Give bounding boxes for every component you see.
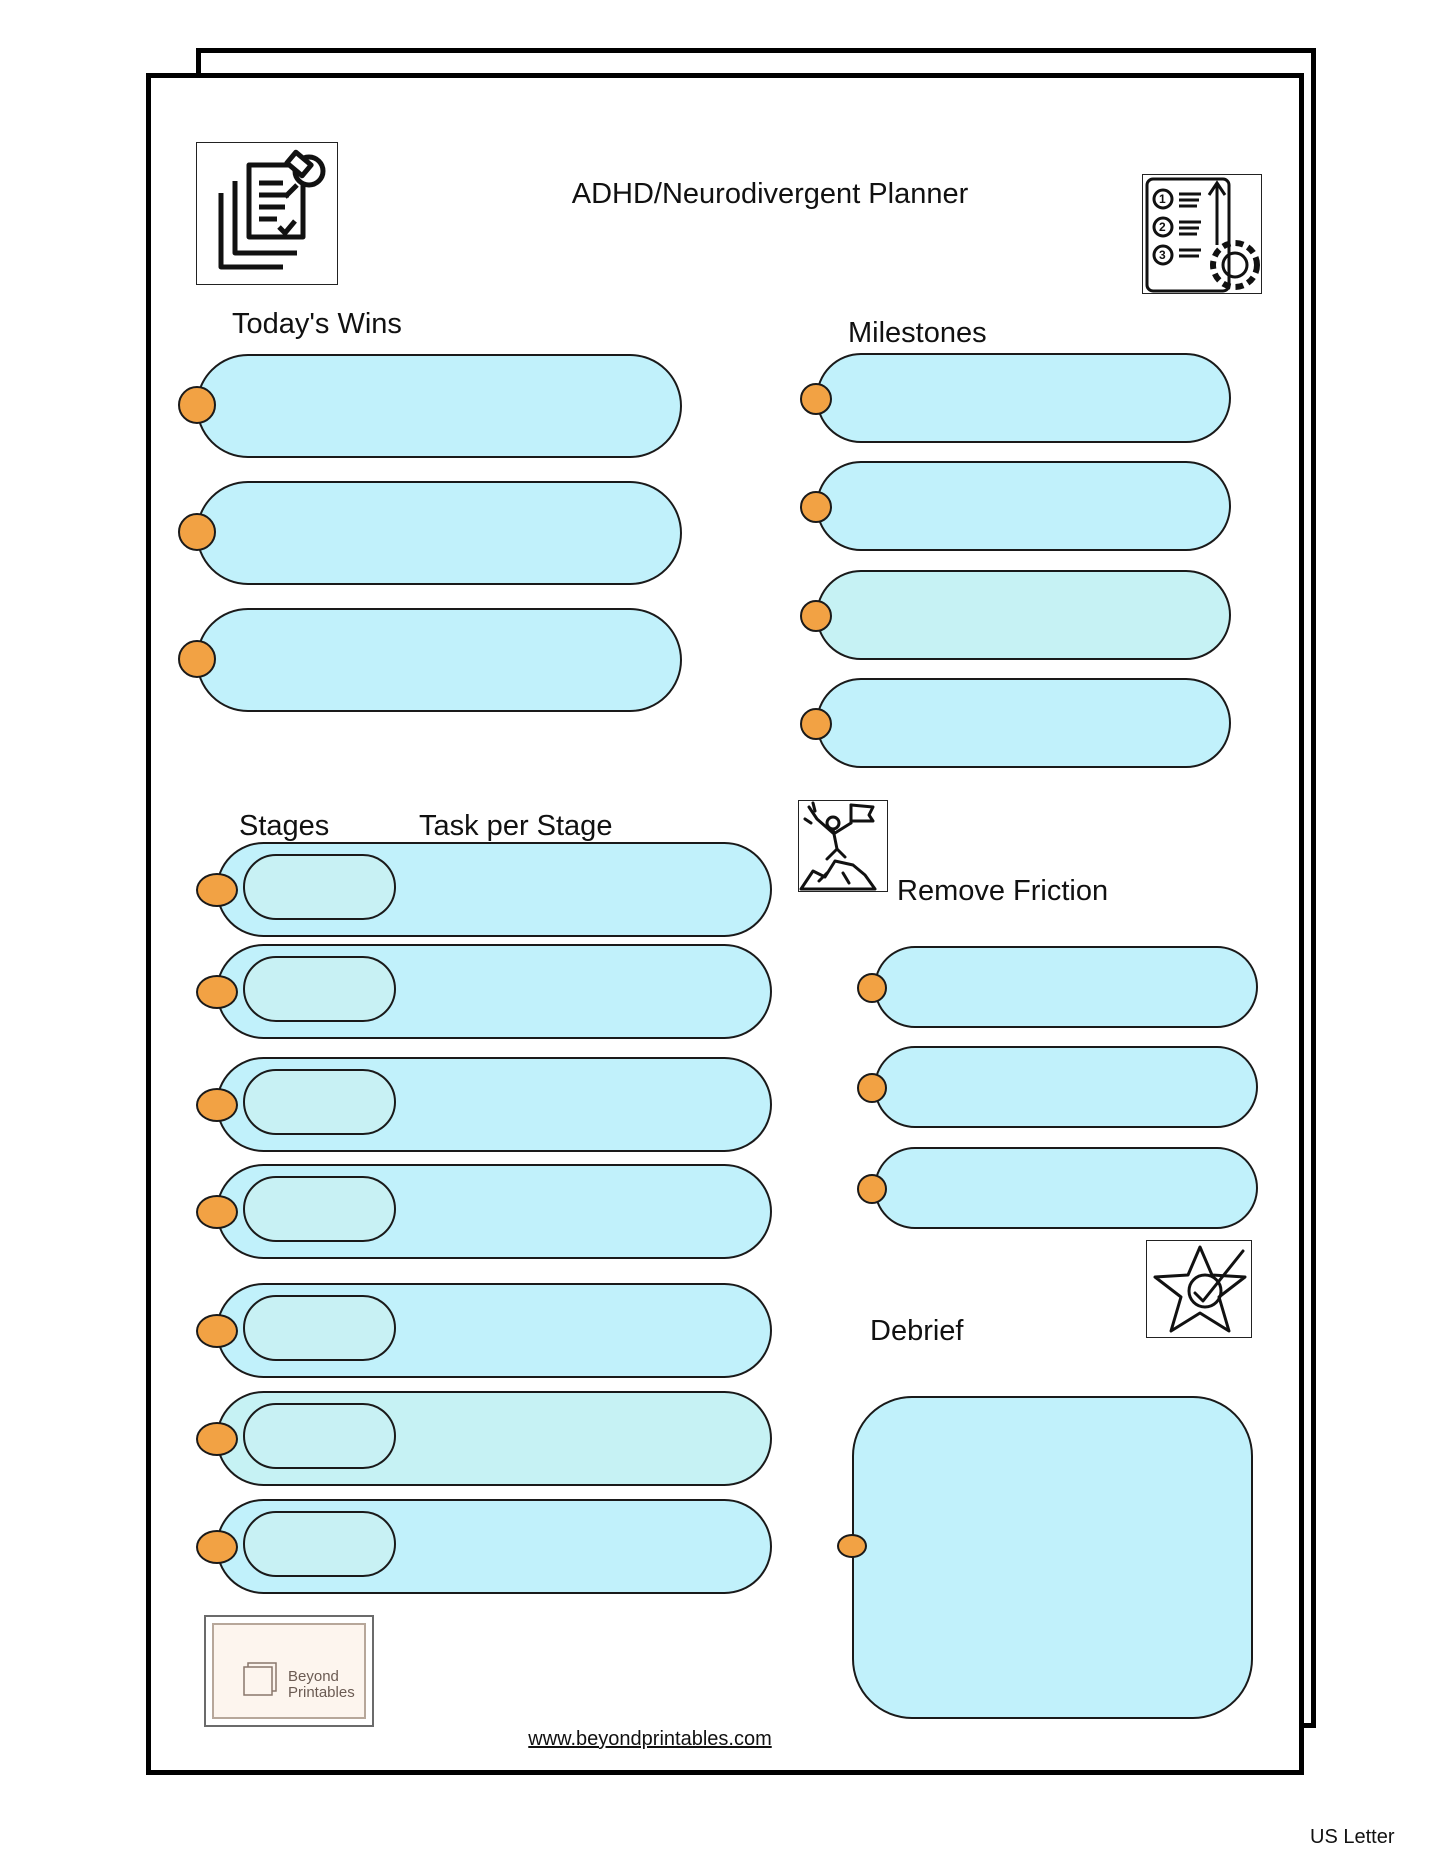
bullet-marker — [178, 386, 216, 424]
milestone-field[interactable] — [816, 353, 1231, 443]
bullet-marker — [196, 975, 238, 1009]
debrief-field[interactable] — [852, 1396, 1253, 1719]
bullet-marker — [837, 1534, 867, 1558]
paper-size-label: US Letter — [1310, 1826, 1395, 1848]
stage-field[interactable] — [243, 1403, 396, 1469]
todays-wins-field[interactable] — [196, 608, 682, 712]
milestone-field[interactable] — [816, 570, 1231, 660]
svg-text:2: 2 — [1159, 220, 1166, 234]
remove-friction-field[interactable] — [874, 1147, 1258, 1229]
milestone-field[interactable] — [816, 678, 1231, 768]
stage-field[interactable] — [243, 956, 396, 1022]
brand-logo — [204, 1615, 374, 1727]
page-title: ADHD/Neurodivergent Planner — [571, 178, 969, 210]
bullet-marker — [178, 640, 216, 678]
bullet-marker — [800, 383, 832, 415]
stage-field[interactable] — [243, 1295, 396, 1361]
bullet-marker — [800, 491, 832, 523]
star-check-icon — [1146, 1240, 1252, 1338]
stage-field[interactable] — [243, 1176, 396, 1242]
bullet-marker — [800, 708, 832, 740]
bullet-marker — [196, 1530, 238, 1564]
debrief-heading: Debrief — [870, 1315, 964, 1347]
remove-friction-heading: Remove Friction — [897, 875, 1109, 907]
stage-field[interactable] — [243, 1069, 396, 1135]
climber-flag-icon — [798, 800, 888, 892]
milestone-field[interactable] — [816, 461, 1231, 551]
stages-heading: Stages — [239, 810, 330, 842]
svg-text:3: 3 — [1159, 248, 1166, 262]
todays-wins-field[interactable] — [196, 354, 682, 458]
bullet-marker — [178, 513, 216, 551]
clipboard-pin-icon — [196, 142, 338, 285]
bullet-marker — [857, 1174, 887, 1204]
todays-wins-field[interactable] — [196, 481, 682, 585]
bullet-marker — [800, 600, 832, 632]
brand-name-line2: Printables — [288, 1684, 355, 1701]
website-link[interactable]: www.beyondprintables.com — [528, 1728, 772, 1750]
todays-wins-heading: Today's Wins — [232, 308, 402, 340]
numbered-list-gear-icon — [1142, 174, 1262, 294]
brand-name-line1: Beyond — [288, 1668, 339, 1685]
stage-field[interactable] — [243, 854, 396, 920]
bullet-marker — [857, 1073, 887, 1103]
stage-field[interactable] — [243, 1511, 396, 1577]
svg-text:1: 1 — [1159, 192, 1166, 206]
bullet-marker — [196, 1088, 238, 1122]
remove-friction-field[interactable] — [874, 1046, 1258, 1128]
bullet-marker — [857, 973, 887, 1003]
task-per-stage-heading: Task per Stage — [419, 810, 613, 842]
bullet-marker — [196, 1422, 238, 1456]
remove-friction-field[interactable] — [874, 946, 1258, 1028]
bullet-marker — [196, 1195, 238, 1229]
bullet-marker — [196, 1314, 238, 1348]
bullet-marker — [196, 873, 238, 907]
milestones-heading: Milestones — [848, 317, 987, 349]
